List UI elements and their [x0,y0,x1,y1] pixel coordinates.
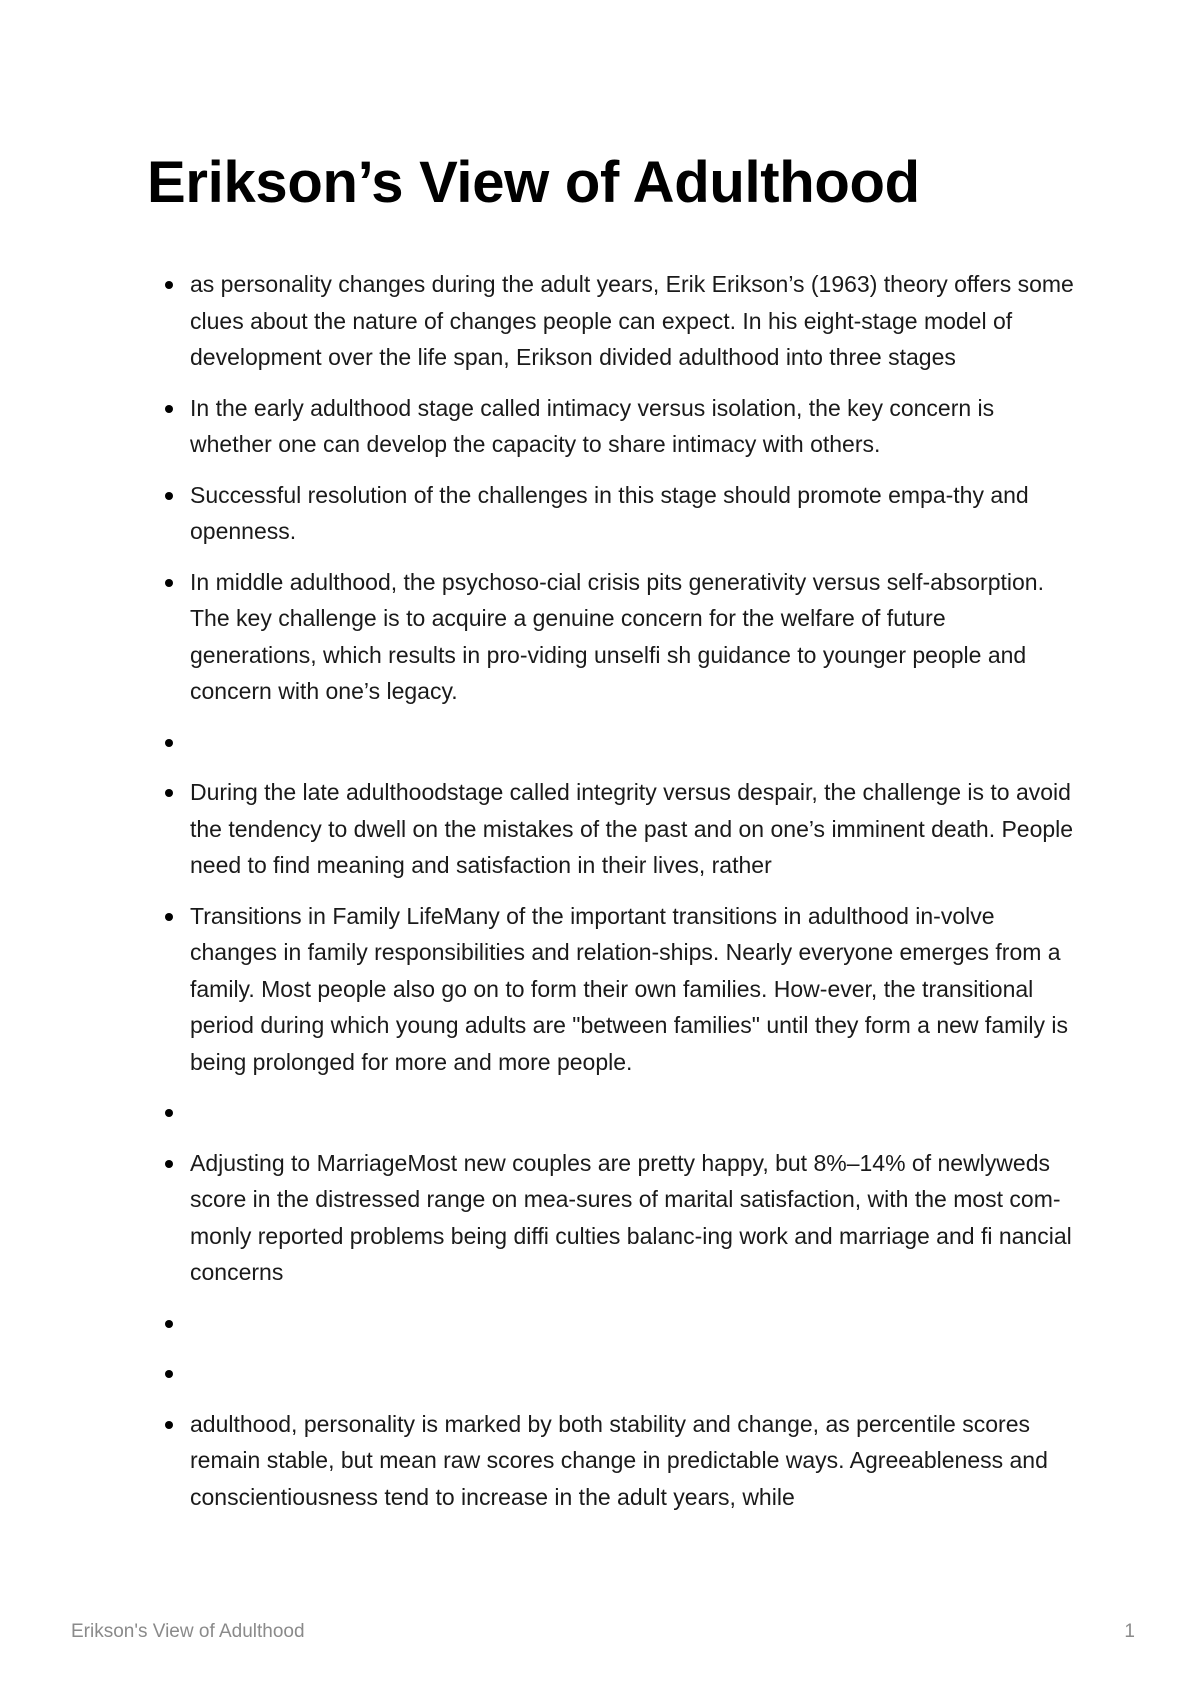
page-title: Erikson’s View of Adulthood [147,150,920,215]
bullet-item: Successful resolution of the challenges in this stage should promote empa-thy and openness. [190,477,1075,550]
bullet-list [190,266,1075,1529]
bullet-item-empty [190,1094,1075,1131]
bullet-item: In middle adulthood, the psychoso-cial crisis pits generativity versus self-absorption. The key challenge is to acquire a genuine concern for the welfare of future generations, which results in pro-viding unselfi sh guidance to younger people and concern with one’s legacy. [190,564,1075,710]
bullet-item-empty [190,724,1075,761]
bullet-item-empty [190,1305,1075,1342]
bullet-item: During the late adulthoodstage called integrity versus despair, the challenge is to avoid the tendency to dwell on the mistakes of the past and on one’s imminent death. People need to find meaning and satisfaction in their lives, rather [190,774,1075,884]
footer-title: Erikson's View of Adulthood [71,1621,305,1642]
bullet-item: adulthood, personality is marked by both stability and change, as percentile scores remain stable, but mean raw scores change in predictable ways. Agreeableness and conscientiousness tend to increase in the adult years, while [190,1406,1075,1516]
bullet-item: as personality changes during the adult years, Erik Erikson’s (1963) theory offers some clues about the nature of changes people can expect. In his eight-stage model of development over the life span, Erikson divided adulthood into three stages [190,266,1075,376]
bullet-item-empty [190,1355,1075,1392]
bullet-item: Adjusting to MarriageMost new couples are pretty happy, but 8%–14% of newlyweds score in the distressed range on mea-sures of marital satisfaction, with the most com-monly reported problems being diffi culties balanc-ing work and marriage and fi nancial concerns [190,1145,1075,1291]
bullet-item: Transitions in Family LifeMany of the important transitions in adulthood in-volve changes in family responsibilities and relation-ships. Nearly everyone emerges from a family. Most people also go on to form their own families. How-ever, the transitional period during which young adults are "between families" until they form a new family is being prolonged for more and more people. [190,898,1075,1081]
bullet-item: In the early adulthood stage called intimacy versus isolation, the key concern is whether one can develop the capacity to share intimacy with others. [190,390,1075,463]
page-number: 1 [1124,1621,1135,1642]
